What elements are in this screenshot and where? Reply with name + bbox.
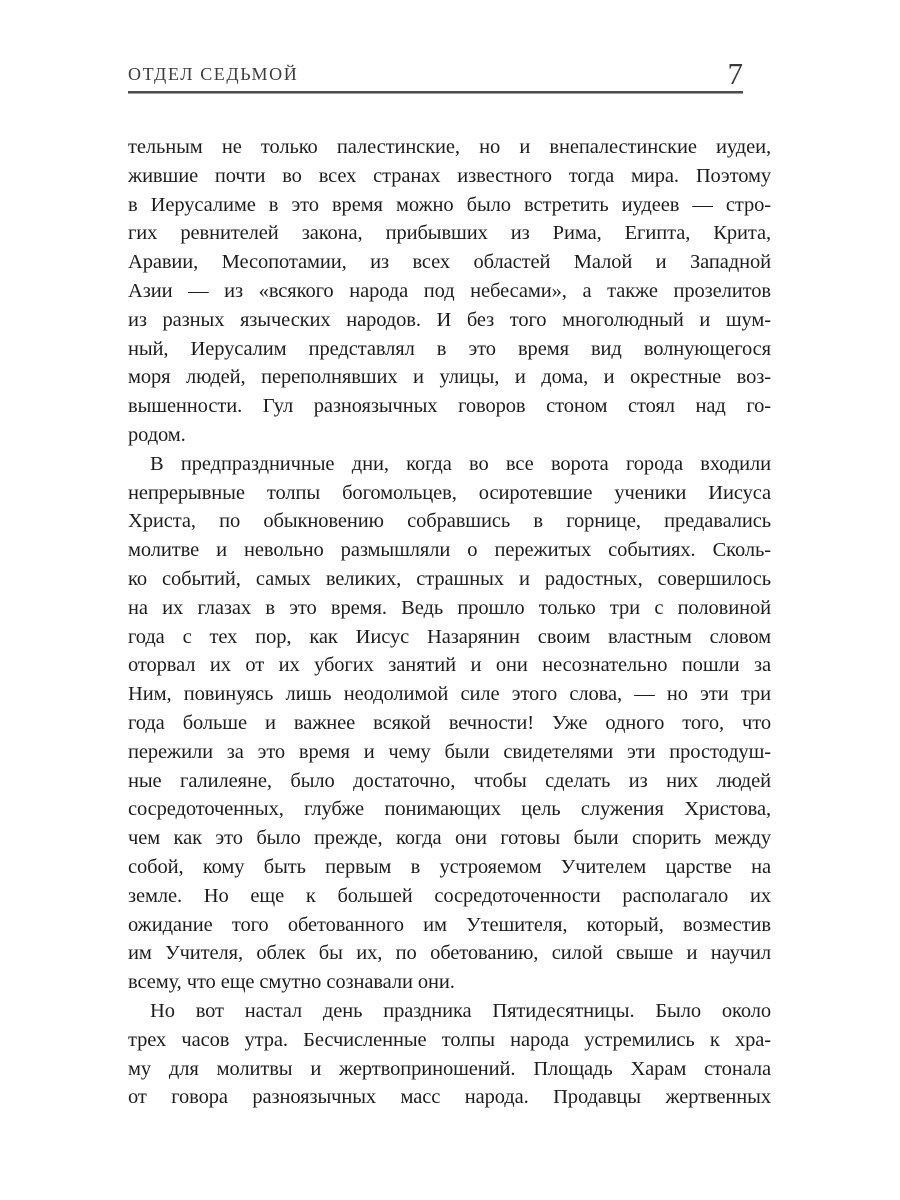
text-line: года с тех пор, как Иисус Назарянин своим властным словом xyxy=(128,625,771,648)
text-line: трех часов утра. Бесчисленные толпы народа устремились к хра- xyxy=(128,1028,771,1051)
text-line: всему, что еще смутно сознавали они. xyxy=(128,971,455,994)
text-line: Ним, повинуясь лишь неодолимой силе этого слова, — но эти три xyxy=(128,683,771,706)
header-rule xyxy=(128,91,743,94)
text-line: моря людей, переполнявших и улицы, и дома, и окрестные воз- xyxy=(128,366,771,389)
paragraph xyxy=(128,450,771,997)
text-line: земле. Но еще к большей сосредоточенности располагало их xyxy=(128,884,771,907)
text-line: чем как это было прежде, когда они готовы были спорить между xyxy=(128,827,771,850)
text-line: ные галилеяне, было достаточно, чтобы сделать из них людей xyxy=(128,769,771,792)
text-line: Аравии, Месопотамии, из всех областей Малой и Западной xyxy=(128,251,771,274)
running-head xyxy=(128,58,743,89)
text-line: родом. xyxy=(128,423,186,446)
text-line: В предпраздничные дни, когда во все ворота города входили xyxy=(150,452,771,475)
text-line: жившие почти во всех странах известного тогда мира. Поэтому xyxy=(128,164,771,187)
text-line: сосредоточенных, глубже понимающих цель служения Христова, xyxy=(128,798,771,821)
text-line: ожидание того обетованного им Утешителя, который, возместив xyxy=(128,913,771,936)
body-text xyxy=(128,133,771,1112)
section-title: ОТДЕЛ СЕДЬМОЙ xyxy=(128,64,299,84)
text-line: на их глазах в это время. Ведь прошло только три с половиной xyxy=(128,596,771,619)
text-line: вышенности. Гул разноязычных говоров стоном стоял над го- xyxy=(128,395,771,418)
text-line: оторвал их от их убогих занятий и они несознательно пошли за xyxy=(128,654,771,677)
text-line: Азии — из «всякого народа под небесами», а также прозелитов xyxy=(128,279,771,302)
text-line: непрерывные толпы богомольцев, осиротевшие ученики Иисуса xyxy=(128,481,771,504)
text-line: в Иерусалиме в это время можно было встретить иудеев — стро- xyxy=(128,193,771,216)
text-line: собой, кому быть первым в устрояемом Учителем царстве на xyxy=(128,855,771,878)
text-line: года больше и важнее всякой вечности! Уже одного того, что xyxy=(128,711,771,734)
text-line: тельным не только палестинские, но и внепалестинские иудеи, xyxy=(128,136,771,158)
text-line: му для молитвы и жертвоприношений. Площадь Харам стонала xyxy=(128,1057,771,1080)
text-line: гих ревнителей закона, прибывших из Рима, Египта, Крита, xyxy=(128,222,771,245)
text-line: молитве и невольно размышляли о пережитых событиях. Сколь- xyxy=(128,539,771,562)
text-line: Христа, по обыкновению собравшись в горнице, предавались xyxy=(128,510,771,533)
text-line: Но вот настал день праздника Пятидесятницы. Было около xyxy=(150,999,771,1022)
page-number: 7 xyxy=(727,56,743,91)
text-line: пережили за это время и чему были свидетелями эти простодуш- xyxy=(128,740,771,763)
text-line: из разных языческих народов. И без того многолюдный и шум- xyxy=(128,308,771,331)
text-line: им Учителя, облек бы их, по обетованию, силой свыше и научил xyxy=(128,942,771,965)
paragraph xyxy=(128,133,771,450)
text-line: от говора разноязычных масс народа. Продавцы жертвенных xyxy=(128,1086,771,1109)
text-line: ко событий, самых великих, страшных и радостных, совершилось xyxy=(128,567,771,590)
text-line: ный, Иерусалим представлял в это время вид волнующегося xyxy=(128,337,771,360)
paragraph xyxy=(128,997,771,1112)
